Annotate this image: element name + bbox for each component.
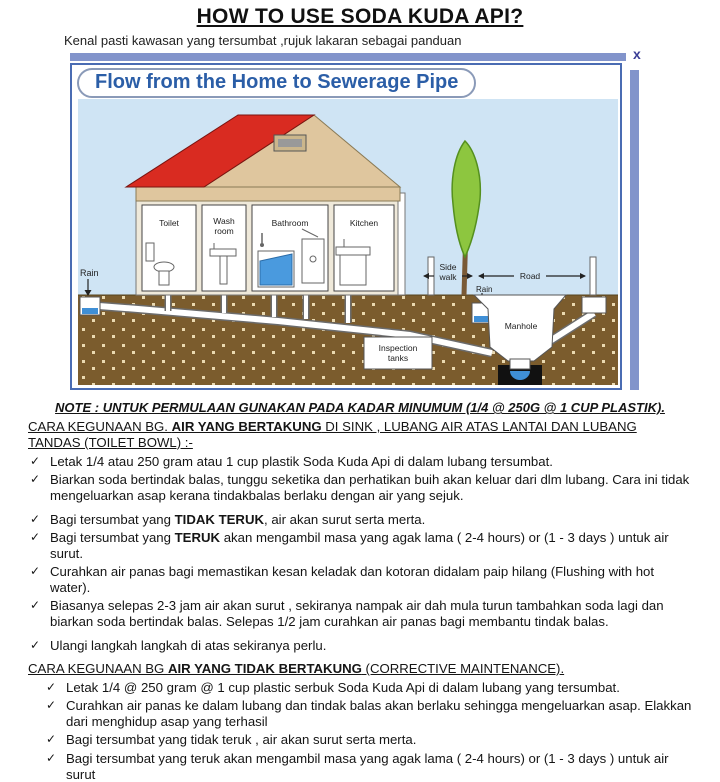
diagram-frame — [70, 63, 622, 390]
room-bathroom-label: Bathroom — [271, 218, 309, 228]
list-item: ✓ Biarkan soda bertindak balas, tunggu seketika dan perhatikan buih akan keluar dari dlm lubang. Cara ini tidak mengeluarkan asap kerana tindakbalas berlaku dengan air yang sejuk. — [30, 472, 690, 503]
list-item: ✓ Bagi tersumbat yang TERUK akan mengambil masa yang agak lama ( 2-4 hours) or (1 - 3 days ) untuk air surut. — [30, 530, 669, 561]
boundary-post-right — [590, 257, 596, 295]
sidewalk-label-2: walk — [439, 272, 457, 282]
panel-top-bar — [70, 53, 626, 61]
check-icon: ✓ — [30, 530, 41, 545]
inspection-label-1: Inspection — [378, 343, 418, 353]
list-item: ✓ Ulangi langkah langkah di atas sekiranya perlu. — [30, 638, 327, 654]
diagram-title: Flow from the Home to Sewerage Pipe — [77, 68, 476, 98]
rain-left-label: Rain — [80, 268, 99, 278]
road-label: Road — [519, 271, 541, 281]
inspection-label-2: tanks — [387, 353, 409, 363]
room-wash-label-2: room — [214, 226, 234, 236]
manhole-label: Manhole — [504, 321, 538, 331]
instructions — [28, 400, 692, 782]
check-icon: ✓ — [30, 638, 41, 653]
check-icon: ✓ — [30, 453, 41, 468]
page-title: HOW TO USE SODA KUDA API? — [196, 5, 524, 28]
sewerage-diagram — [78, 99, 618, 385]
sidewalk-label-1: Side — [439, 262, 457, 272]
diagram-panel — [70, 46, 652, 392]
section1-list — [28, 454, 692, 654]
check-icon: ✓ — [46, 679, 57, 694]
list-item: ✓ Curahkan air panas ke dalam lubang dan tindak balas akan berlaku sehingga mengeluarkan asap. Elakkan dari menghidup asap yang terhasil — [46, 698, 692, 729]
check-icon: ✓ — [30, 472, 41, 487]
scrollbar[interactable] — [630, 70, 639, 390]
list-item: ✓ Curahkan air panas bagi memastikan kesan keladak dan kotoran didalam paip hilang (Flushing with hot water). — [30, 564, 655, 596]
check-icon: ✓ — [46, 698, 57, 713]
list-item: ✓ Letak 1/4 atau 250 gram atau 1 cup plastik Soda Kuda Api di dalam lubang tersumbat. — [30, 453, 553, 469]
list-item: ✓ Letak 1/4 @ 250 gram @ 1 cup plastic serbuk Soda Kuda Api di dalam lubang yang tersumbat. — [46, 679, 620, 695]
room-wash-label-1: Wash — [213, 216, 235, 226]
list-item: ✓ Bagi tersumbat yang tidak teruk , air akan surut serta merta. — [46, 732, 417, 748]
list-item: ✓ Bagi tersumbat yang teruk akan mengambil masa yang agak lama ( 2-4 hours) or (1 - 3 days ) untuk air surut — [46, 750, 669, 782]
check-icon: ✓ — [30, 564, 41, 579]
check-icon: ✓ — [46, 732, 57, 747]
note-line: NOTE : UNTUK PERMULAAN GUNAKAN PADA KADAR MINUMUM (1/4 @ 250G @ 1 CUP PLASTIK). — [55, 400, 665, 415]
road-inlet-right — [582, 297, 606, 313]
page-subtitle: Kenal pasti kawasan yang tersumbat ,rujuk lakaran sebagai panduan — [64, 33, 462, 48]
section1-heading: CARA KEGUNAAN BG. AIR YANG BERTAKUNG DI SINK , LUBANG AIR ATAS LANTAI DAN LUBANG TANDAS (TOILET BOWL) :- — [28, 419, 637, 450]
rain-inlet-label: Rain — [476, 285, 493, 294]
list-item: ✓ Bagi tersumbat yang TIDAK TERUK, air akan surut serta merta. — [30, 511, 426, 527]
section2-list — [28, 680, 692, 782]
check-icon: ✓ — [30, 511, 41, 526]
inspection-tanks — [364, 337, 432, 369]
room-toilet-label: Toilet — [159, 218, 179, 228]
section2-heading: CARA KEGUNAAN BG AIR YANG TIDAK BERTAKUNG (CORRECTIVE MAINTENANCE). — [28, 660, 565, 676]
list-item: ✓ Biasanya selepas 2-3 jam air akan surut , sekiranya nampak air dah mula turun tambahkan soda lagi dan biarkan soda bertindak balas. Selepas 1/2 jam curahkan air panas bagi membantu tindak balas. — [30, 598, 664, 630]
close-icon[interactable]: x — [633, 46, 641, 62]
room-kitchen-label: Kitchen — [349, 218, 379, 228]
check-icon: ✓ — [46, 750, 57, 765]
check-icon: ✓ — [30, 598, 41, 613]
